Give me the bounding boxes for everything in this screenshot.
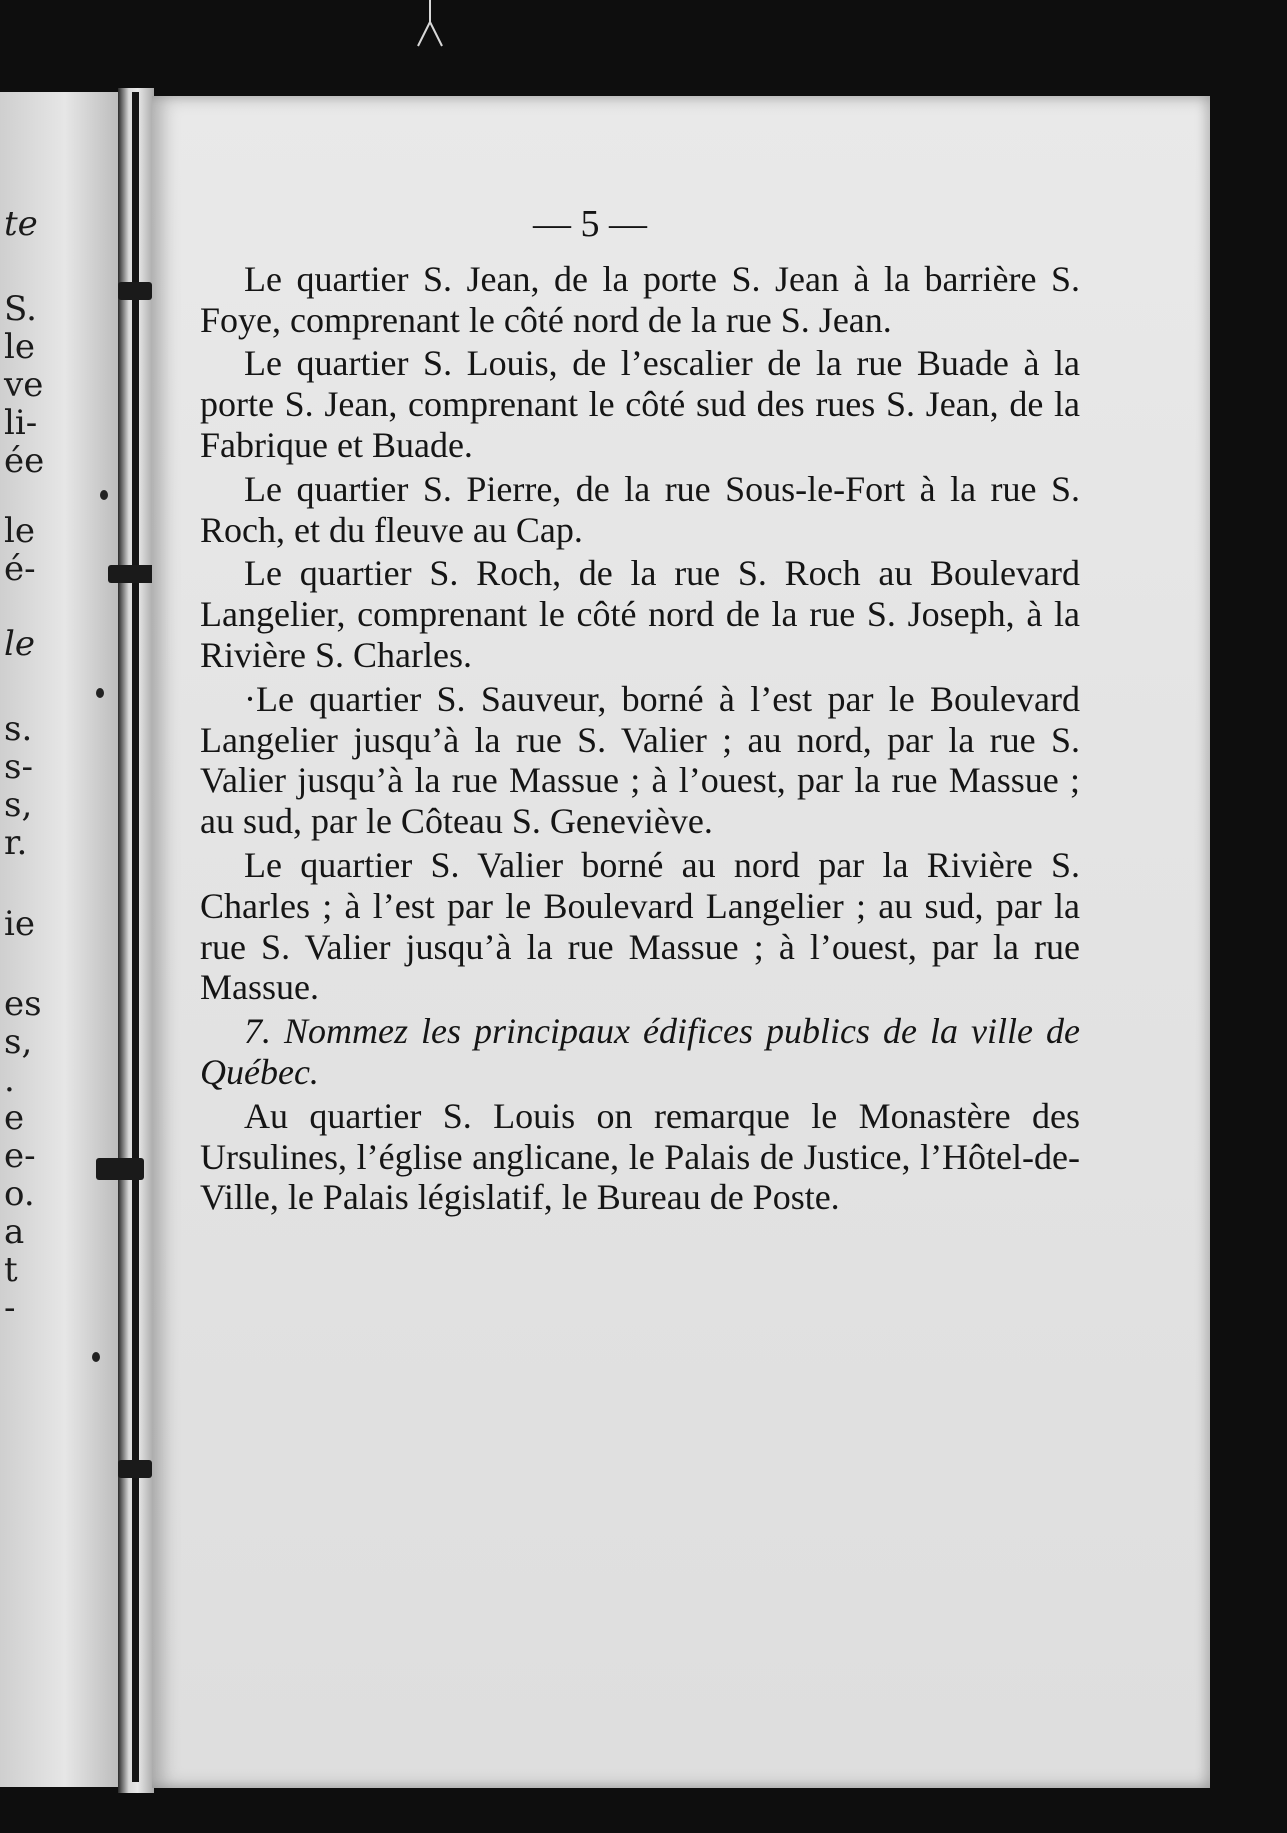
left-fragment: . [4,1060,15,1100]
left-fragment: e- [4,1136,36,1176]
paragraph-quartier-st-pierre: Le quartier S. Pierre, de la rue Sous-le-Fort à la rue S. Roch, et du fleuve au Cap. [200,468,1080,550]
binding-hole [96,688,104,698]
left-fragment: le [4,624,35,664]
binding-hole [100,490,108,500]
left-fragment: e [4,1098,25,1138]
book-page [152,96,1210,1788]
paragraph-quartier-st-jean: Le quartier S. Jean, de la porte S. Jean à la barrière S. Foye, comprenant le côté nord de la rue S. Jean. [200,258,1080,340]
paragraph-quartier-st-roch: Le quartier S. Roch, de la rue S. Roch au Boulevard Langelier, comprenant le côté nord de la rue S. Joseph, à la Rivière S. Charles. [200,553,1080,675]
binding-stitch [108,565,158,583]
left-fragment: o. [4,1174,35,1214]
paragraph-quartier-st-sauveur: ·Le quartier S. Sauveur, borné à l’est par le Boulevard Langelier jusqu’à la rue S. Valier ; au nord, par la rue S. Valier jusqu’à la rue Massue ; à l’ouest, par la rue Massue ; au sud, par le Côteau S. Geneviève. [200,678,1080,842]
left-fragment: le [4,327,35,367]
scan-mark-icon [410,0,450,48]
answer-7: Au quartier S. Louis on remarque le Monastère des Ursulines, l’église anglicane, le Palais de Justice, l’Hôtel-de-Ville, le Palais législatif, le Bureau de Poste. [200,1095,1080,1218]
left-fragment: S. [4,289,37,329]
binding-stitch [118,1460,152,1478]
left-fragment: t [4,1250,18,1290]
left-page-fragment [0,92,118,1787]
question-7: 7. Nommez les principaux édifices publics de la ville de Québec. [200,1011,1080,1092]
left-fragment: é- [4,549,36,589]
left-fragment: es [4,984,42,1024]
paragraph-quartier-st-valier: Le quartier S. Valier borné au nord par la Rivière S. Charles ; à l’est par le Boulevard Langelier ; au sud, par la rue S. Valier jusqu’à la rue Massue ; à l’ouest, par la rue Massue. [200,844,1080,1008]
binding-stitch [96,1158,144,1180]
left-fragment: ée [4,441,45,481]
page-text [200,204,1080,1221]
page-number: — 5 — [533,203,647,245]
left-fragment: ve [4,365,44,405]
left-fragment: s, [4,785,33,825]
left-fragment: - [4,1288,16,1328]
left-fragment: le [4,511,35,551]
binding-thread [132,92,139,1782]
binding-hole [92,1352,100,1362]
left-fragment: ie [4,904,35,944]
left-fragment: li- [4,403,38,443]
left-fragment: s- [4,747,33,787]
paragraph-quartier-st-louis: Le quartier S. Louis, de l’escalier de la rue Buade à la porte S. Jean, comprenant le côté sud des rues S. Jean, de la Fabrique et Buade. [200,343,1080,465]
left-fragment: s. [4,709,33,749]
binding-stitch [118,282,152,300]
left-fragment: r. [4,823,28,863]
left-fragment: te [4,204,38,244]
left-fragment: s, [4,1022,33,1062]
left-fragment: a [4,1212,25,1252]
